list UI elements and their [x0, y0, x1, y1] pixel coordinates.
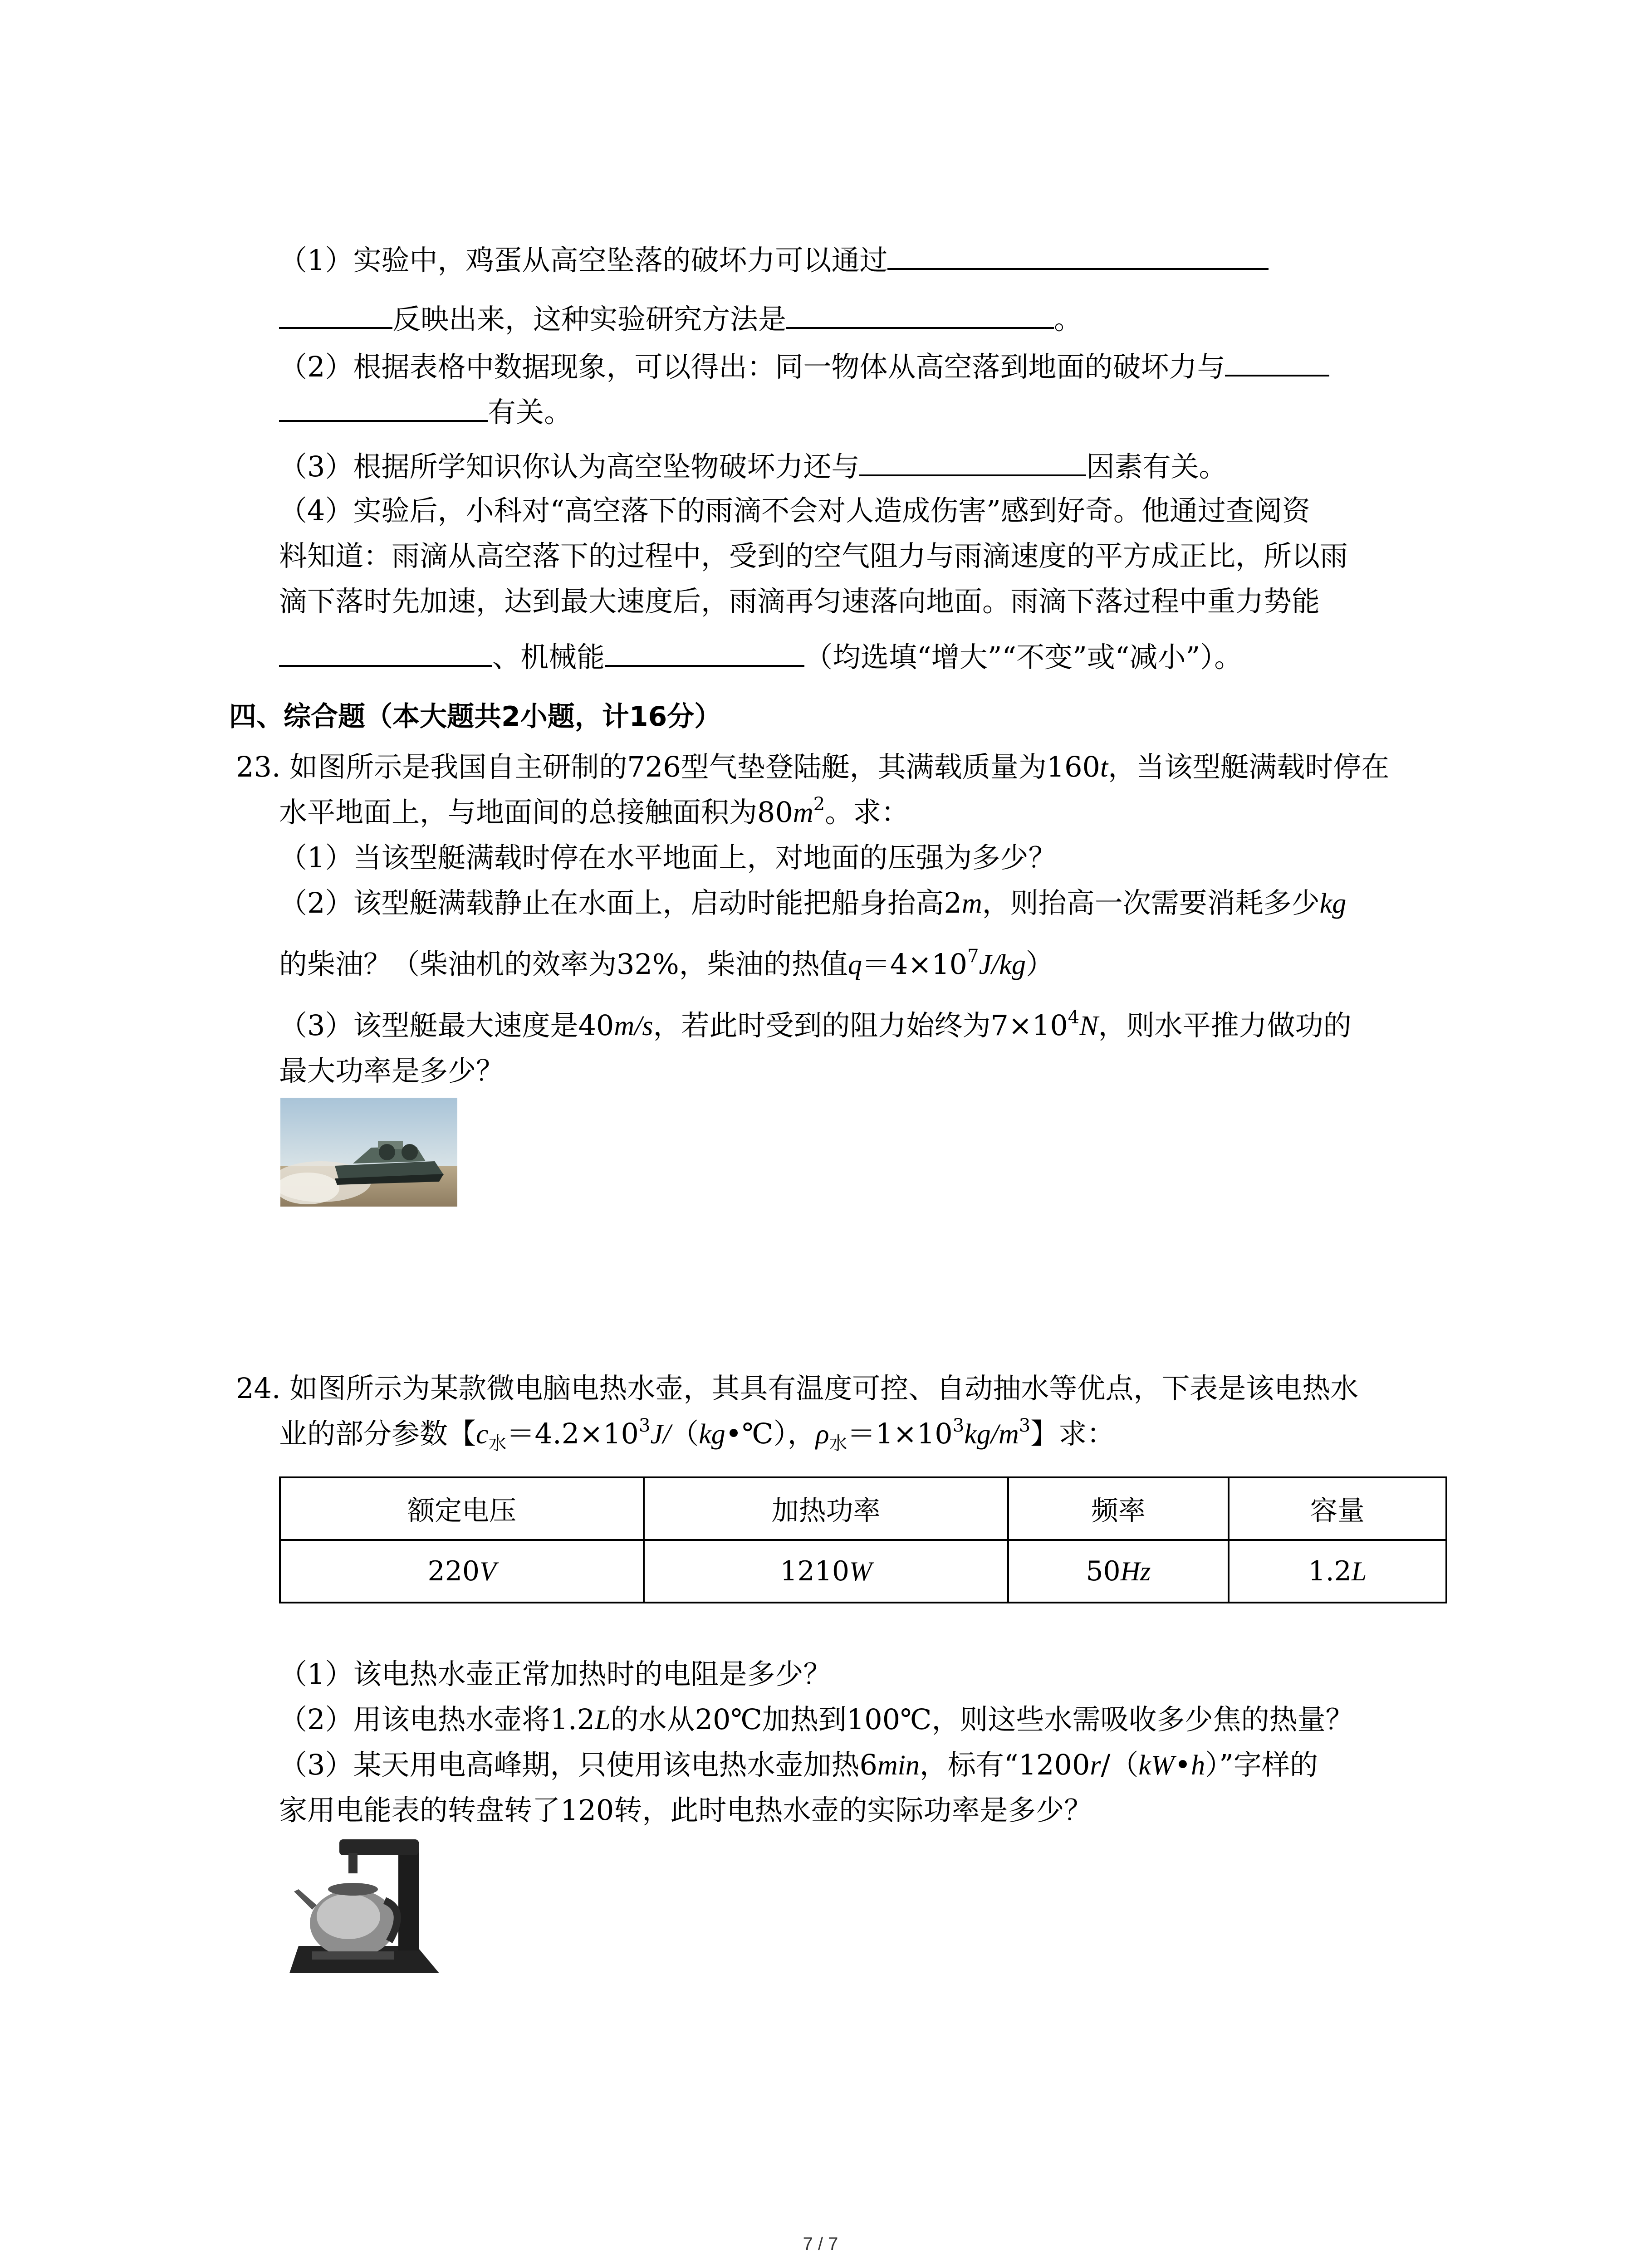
hovercraft-photo — [280, 1098, 457, 1207]
q24-stem-line2: 业的部分参数【$c_水=4.2\times 10^3J/(kg•℃)$，$\rho_水=1\times 10^3kg/m^3$】求： — [279, 1415, 1115, 1454]
q23-stem-line1: 23. 如图所示是我国自主研制的726型气垫登陆艇，其满载质量为160t，当该型艇满载时停在 — [236, 750, 1390, 783]
q24-sub3-line2: 家用电能表的转盘转了120转，此时电热水壶的实际功率是多少？ — [279, 1794, 1092, 1827]
hovercraft-icon — [280, 1098, 457, 1207]
table-cell: 220V — [280, 1540, 644, 1603]
answer-blank[interactable] — [1225, 349, 1329, 376]
kettle-parameters-table — [279, 1476, 1447, 1603]
answer-blank[interactable] — [786, 302, 1054, 329]
q22-part1-line2: 反映出来，这种实验研究方法是 。 — [279, 302, 1082, 333]
q24-sub2: （2）用该电热水壶将1.2L的水从20℃加热到100℃，则这些水需吸收多少焦的热量？ — [279, 1703, 1354, 1736]
q22-part1-line1: （1）实验中，鸡蛋从高空坠落的破坏力可以通过 — [279, 243, 1269, 274]
q22-part3: （3）根据所学知识你认为高空坠物破坏力还与 因素有关。 — [279, 450, 1227, 483]
table-header-cell: 额定电压 — [280, 1477, 644, 1540]
q22-part4-line3: 滴下落时先加速，达到最大速度后，雨滴再匀速落向地面。雨滴下落过程中重力势能 — [279, 585, 1320, 618]
q24-sub1: （1）该电热水壶正常加热时的电阻是多少？ — [279, 1657, 832, 1691]
kettle-icon — [280, 1833, 453, 1978]
answer-blank[interactable] — [279, 395, 488, 422]
table-cell: 1210W — [644, 1540, 1008, 1603]
q23-sub3-line2: 最大功率是多少？ — [279, 1054, 505, 1087]
answer-blank[interactable] — [279, 302, 392, 329]
page-number: 7 / 7 — [803, 2234, 838, 2254]
q22-part2-line1: （2）根据表格中数据现象，可以得出：同一物体从高空落到地面的破坏力与 — [279, 349, 1329, 381]
q24-sub3-line1: （3）某天用电高峰期，只使用该电热水壶加热6min，标有“1200r/（kW•h）”字样的 — [279, 1748, 1318, 1781]
q23-sub3-line1: （3）该型艇最大速度是40m/s，若此时受到的阻力始终为$7\times 10^4N$，则水平推力做功的 — [279, 1007, 1352, 1042]
q22-part4-line1: （4）实验后，小科对“高空落下的雨滴不会对人造成伤害”感到好奇。他通过查阅资 — [279, 494, 1310, 527]
table-header-row — [280, 1477, 1446, 1540]
table-header-cell: 频率 — [1008, 1477, 1228, 1540]
table-header-cell: 容量 — [1229, 1477, 1446, 1540]
section-heading: 四、综合题（本大题共2小题，计16分） — [229, 701, 722, 733]
answer-blank[interactable] — [887, 243, 1269, 270]
q22-part2-line2: 有关。 — [279, 395, 572, 426]
q22-part4-line4: 、机械能 （均选填“增大”“不变”或“减小”）。 — [279, 640, 1242, 671]
q23-sub1: （1）当该型艇满载时停在水平地面上，对地面的压强为多少？ — [279, 841, 1057, 874]
q23-sub2-line1: （2）该型艇满载静止在水面上，启动时能把船身抬高2m，则抬高一次需要消耗多少kg — [279, 886, 1347, 919]
q23-stem-line2: 水平地面上，与地面间的总接触面积为$80m^2$。求： — [279, 794, 910, 829]
table-row — [280, 1540, 1446, 1603]
answer-blank[interactable] — [605, 640, 804, 667]
q22-part4-line2: 料知道：雨滴从高空落下的过程中，受到的空气阻力与雨滴速度的平方成正比，所以雨 — [279, 539, 1348, 572]
q24-stem-line1: 24. 如图所示为某款微电脑电热水壶，其具有温度可控、自动抽水等优点，下表是该电热水 — [236, 1372, 1359, 1405]
table-cell: 50Hz — [1008, 1540, 1228, 1603]
table-cell: 1.2L — [1229, 1540, 1446, 1603]
electric-kettle-photo — [280, 1833, 453, 1978]
answer-blank[interactable] — [279, 640, 492, 667]
answer-blank[interactable] — [859, 449, 1086, 476]
q23-sub2-line2: 的柴油？（柴油机的效率为32%，柴油的热值$q=4\times 10^7J/kg$） — [279, 946, 1054, 981]
table-header-cell: 加热功率 — [644, 1477, 1008, 1540]
